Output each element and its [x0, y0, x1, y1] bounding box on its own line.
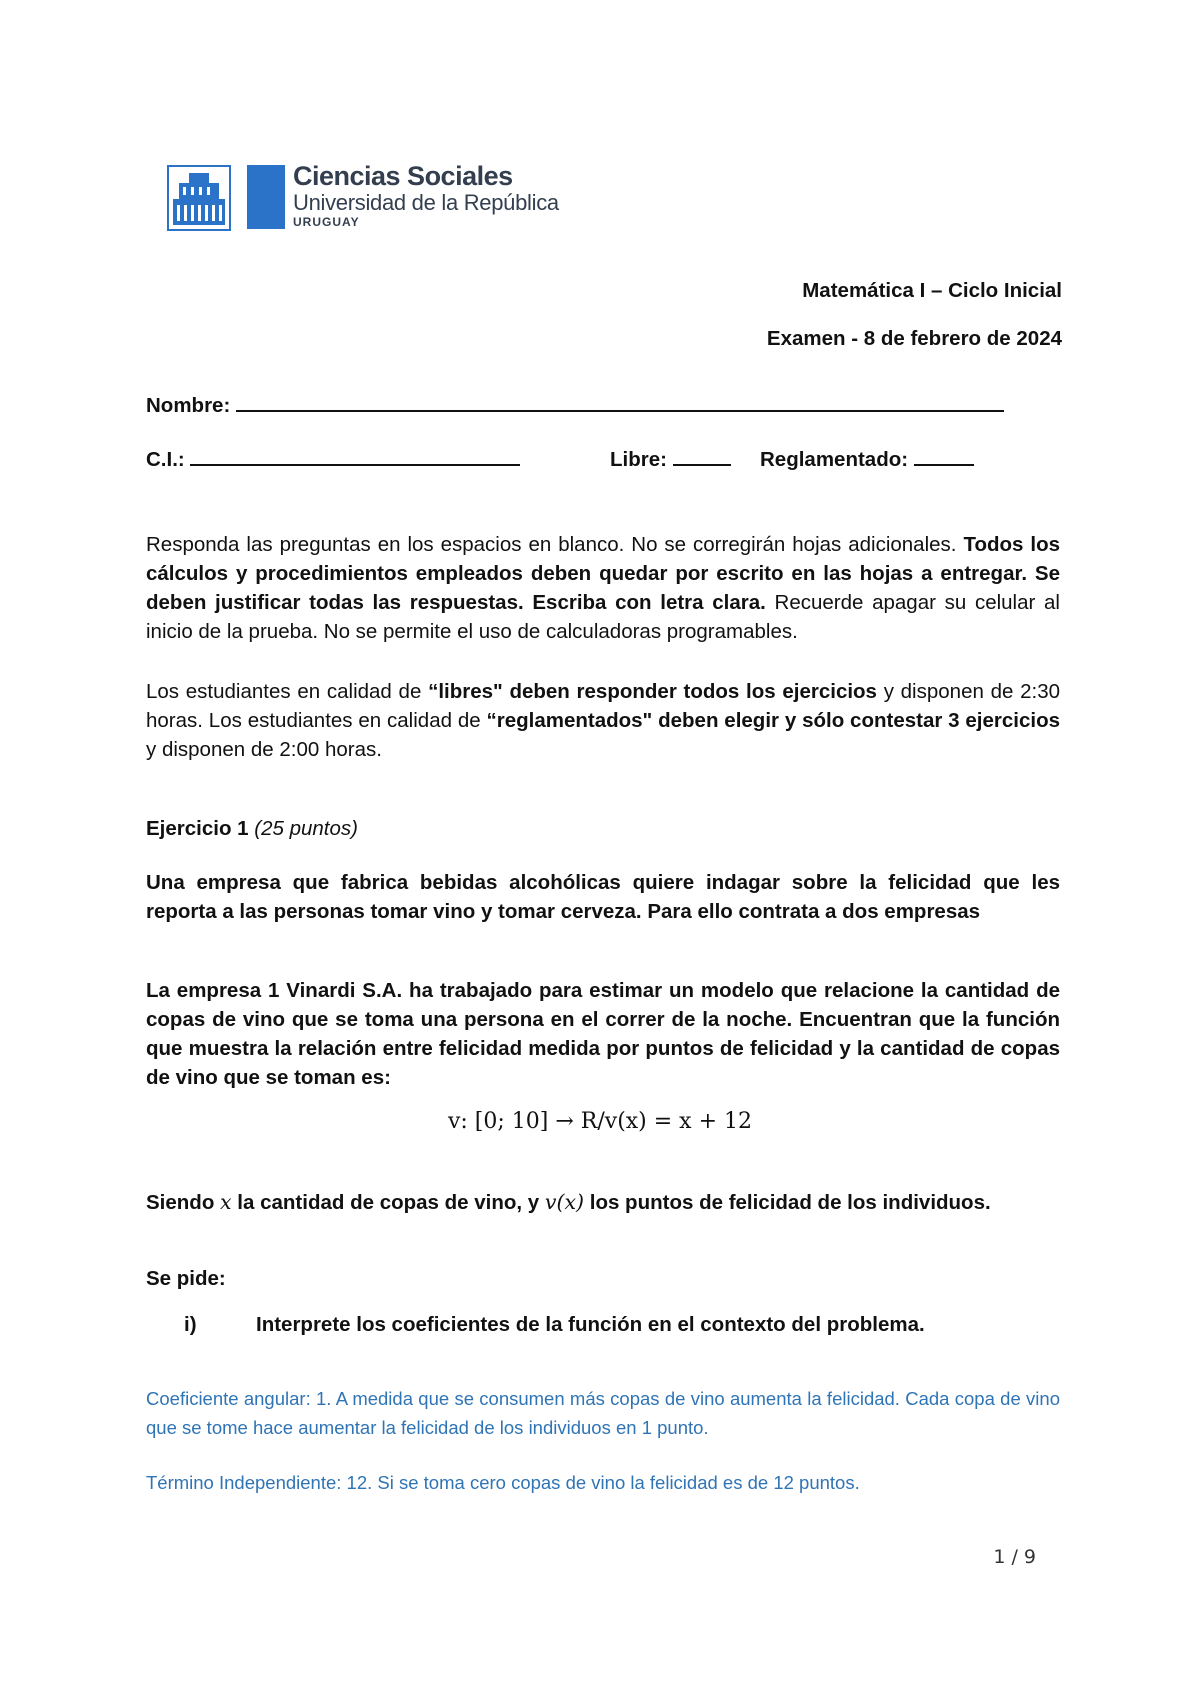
instructions-text: Recuerde apagar su celular al inicio de la prueba. No se permite el uso de calculadoras programables. [146, 591, 1060, 643]
reglamentado-field-row [760, 444, 974, 474]
reglamentado-label: Reglamentado: [760, 448, 909, 471]
university-crest-icon [167, 165, 231, 231]
instructions-bold-text: “reglamentados" deben elegir y sólo contestar 3 ejercicios [486, 709, 1060, 732]
instructions-paragraph-1 [146, 530, 1060, 646]
logo-subtitle: Universidad de la República [293, 190, 559, 215]
logo-title: Ciencias Sociales [293, 161, 513, 191]
variables-text: los puntos de felicidad de los individuos. [584, 1191, 991, 1214]
libre-input-line[interactable] [673, 444, 731, 466]
libre-field-row [610, 444, 731, 474]
ci-field-row [146, 444, 520, 474]
variables-text: Siendo [146, 1191, 221, 1214]
variables-text: la cantidad de copas de vino, y [231, 1191, 545, 1214]
instructions-text: y disponen de 2:00 horas. [146, 738, 382, 761]
instructions-text: y disponen de 2:30 horas. Los estudiantes en calidad de [146, 680, 1061, 732]
name-field-row [146, 390, 1004, 420]
logo-blue-bar [247, 165, 285, 229]
variable-vx: v(x) [544, 1190, 585, 1214]
exam-date: Examen - 8 de febrero de 2024 [766, 327, 1062, 350]
ci-input-line[interactable] [190, 444, 520, 466]
course-title: Matemática I – Ciclo Inicial [802, 279, 1062, 302]
variable-x: x [220, 1190, 232, 1214]
name-label: Nombre: [146, 394, 231, 417]
instructions-bold-text: Todos los cálculos y procedimientos empleados deben quedar por escrito en las hojas a entregar. Se deben justificar todas las respuestas. Escriba con letra clara. [146, 533, 1060, 614]
instructions-bold-text: “libres" deben responder todos los ejercicios [428, 680, 877, 703]
exercise-title: Ejercicio 1 [146, 817, 249, 840]
ci-label: C.I.: [146, 448, 185, 471]
exercise-1-intro: Una empresa que fabrica bebidas alcohólicas quiere indagar sobre la felicidad que les reporta a las personas tomar vino y tomar cerveza. Para ello contrata a dos empresas [146, 871, 1060, 923]
item-text: Interprete los coeficientes de la función en el contexto del problema. [256, 1313, 925, 1336]
exercise-1-model: La empresa 1 Vinardi S.A. ha trabajado para estimar un modelo que relacione la cantidad de copas de vino que se toma una persona en el correr de la noche. Encuentran que la función que muestra la relación entre felicidad medida por puntos de felicidad y la cantidad de copas de vino que se toman es: [146, 979, 1060, 1089]
name-input-line[interactable] [236, 390, 1004, 412]
item-number: i) [184, 1313, 197, 1336]
answer-slope: Coeficiente angular: 1. A medida que se consumen más copas de vino aumenta la felicidad. Cada copa de vino que se tome hace aumentar la felicidad de los individuos en 1 punto. [146, 1388, 1060, 1438]
university-logo [167, 161, 559, 235]
function-formula: v: [0; 10] → R/v(x) = x + 12 [447, 1109, 753, 1134]
instructions-text: Responda las preguntas en los espacios en blanco. No se corregirán hojas adicionales. [146, 533, 964, 556]
page-number: 1 / 9 [993, 1546, 1036, 1568]
exercise-points: (25 puntos) [254, 817, 358, 840]
instructions-paragraph-2 [146, 677, 1060, 764]
se-pide: Se pide: [146, 1267, 226, 1290]
instructions-text: Los estudiantes en calidad de [146, 680, 429, 703]
exercise-1-variables [146, 1188, 991, 1217]
exercise-1-heading [146, 814, 358, 843]
reglamentado-input-line[interactable] [914, 444, 974, 466]
answer-intercept: Término Independiente: 12. Si se toma cero copas de vino la felicidad es de 12 puntos. [146, 1472, 860, 1493]
logo-country: URUGUAY [293, 215, 360, 229]
libre-label: Libre: [610, 448, 667, 471]
